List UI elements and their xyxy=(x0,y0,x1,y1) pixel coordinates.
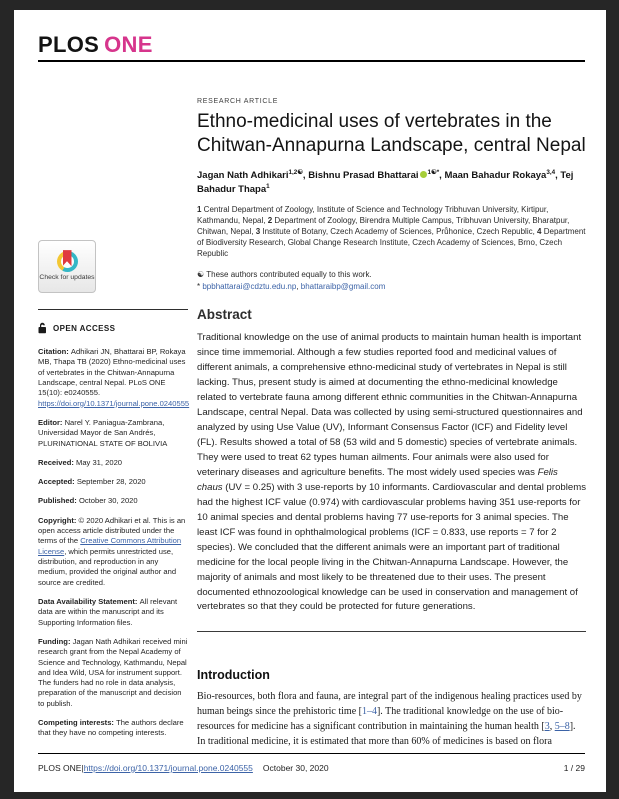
data-availability-block xyxy=(38,597,188,628)
competing-interests-text: The authors declare that they have no competing interests. xyxy=(38,718,184,738)
check-for-updates-badge[interactable] xyxy=(38,240,96,293)
footer-page-number: 1 / 29 xyxy=(563,763,585,773)
data-availability-label: Data Availability Statement: xyxy=(38,596,140,606)
introduction-text: Bio-resources, both flora and fauna, are integral part of the indigenous healing practices used by human beings since the prehistoric time [1–4]. The traditional knowledge on the use of bio-resources for medicine has a significant contribution in maintaining the human health [3, 5–8]. In traditional medicine, it is estimated that more than 60% of medicines is based on flora xyxy=(197,691,582,748)
article-page xyxy=(14,10,606,792)
affiliation-text: Institute of Botany, Czech Academy of Sciences, Průhonice, Czech Republic, xyxy=(260,227,538,237)
copyright-label: Copyright: xyxy=(38,515,79,525)
open-access-row xyxy=(38,322,188,334)
published-label: Published: xyxy=(38,496,79,506)
page-footer xyxy=(38,763,585,773)
affiliation-number: 3 xyxy=(255,227,261,237)
footer-date: October 30, 2020 xyxy=(262,763,329,773)
funding-block xyxy=(38,637,188,709)
author-affiliation-superscript: 1,2☯ xyxy=(288,168,303,176)
footer-journal: PLOS ONE xyxy=(38,763,82,773)
bookmark-icon xyxy=(63,250,72,266)
published-date: October 30, 2020 xyxy=(78,496,138,506)
logo-one: ONE xyxy=(104,32,153,57)
author-list: Jagan Nath Adhikari$^{1,2☯}$, Bishnu Prasad Bhattarai $^{1☯*}$, Maan Bahadur Rokaya$^{3,4}$, Tej Bahadur Thapa$^1$ xyxy=(197,168,574,196)
author-name: Maan Bahadur Rokaya xyxy=(444,169,547,181)
masthead-divider xyxy=(38,60,585,62)
accepted-label: Accepted: xyxy=(38,477,77,487)
footer-separator: | xyxy=(81,763,84,773)
correspondence-emails[interactable]: * bpbhattarai@cdztu.edu.np, bhattaraibp@gmail.com xyxy=(197,282,386,292)
crossmark-icon xyxy=(57,251,78,272)
author-name: Tej Bahadur Thapa xyxy=(197,169,574,196)
open-lock-icon xyxy=(38,322,48,334)
accepted-date: September 28, 2020 xyxy=(76,477,146,487)
affiliation-number: 2 xyxy=(267,216,273,226)
editor-label: Editor: xyxy=(38,417,65,427)
author-affiliation-superscript: 1 xyxy=(266,183,270,191)
received-date: May 31, 2020 xyxy=(76,457,123,467)
logo-plos: PLOS xyxy=(38,32,100,57)
editor-text: Narel Y. Paniagua-Zambrana, Universidad Mayor de San Andrés, PLURINATIONAL STATE OF BOLIVIA xyxy=(38,417,168,448)
funding-label: Funding: xyxy=(38,636,73,646)
orcid-icon[interactable] xyxy=(420,171,427,178)
affiliations xyxy=(197,204,586,259)
published-block xyxy=(38,496,188,506)
author-name: Bishnu Prasad Bhattarai xyxy=(308,169,419,181)
citation-label: Citation: xyxy=(38,347,71,356)
article-title: Ethno-medicinal uses of vertebrates in the Chitwan-Annapurna Landscape, central Nepal xyxy=(197,111,586,157)
affiliation-number: 1 xyxy=(197,205,202,215)
main-column xyxy=(197,98,586,749)
author-name: Jagan Nath Adhikari xyxy=(197,169,289,181)
affiliation-number: 4 xyxy=(537,227,542,237)
affiliation-text: Department of Biodiversity Research, Global Change Research Institute, Czech Academy of Sciences, Brno, Czech Republic xyxy=(197,227,586,259)
footer-divider xyxy=(38,753,585,754)
copyright-block xyxy=(38,516,188,588)
sidebar xyxy=(38,240,188,748)
accepted-block xyxy=(38,477,188,487)
citation-block xyxy=(38,347,188,409)
check-for-updates-label: Check for updates xyxy=(39,274,95,282)
data-availability-text: All relevant data are within the manuscript and its Supporting Information files. xyxy=(38,596,178,627)
received-label: Received: xyxy=(38,457,76,467)
abstract-text: Traditional knowledge on the use of animal products to maintain human health is important since time immemorial. Although a few studies reported food and medicinal values of different animals, a comprehensive ethno-medicinal study of vertebrates in Nepal is still lacking. Thus, present study is aimed at documenting the ethno-medicinal knowledge related to vertebrate fauna among different ethnic communities in the Chitwan-Annapurna Landscape, central Nepal. Data was collected by using semi-structured questionnaires and analyzed by using Use Value (UV), Informant Consensus Factor (ICF) and Fidelity level (FL). Results showed a total of 58 (53 wild and 5 domestic) species of vertebrate animals. They were used to treat 62 types human ailments. Four animals were also used for veterinary diseases and agriculture benefits. The most widely used species was Felis chaus (UV = 0.25) with 3 use-reports by 10 informants. Cardiovascular and dental problems had the highest ICF value (0.974) with cardiovascular problems having 351 use-reports for 10 animal species and dental problems having 77 use-reports for 3 animal species. The least ICF was found in ophthalmological problems (ICF = 0.833, use reports = 7 for 2 species). We concluded that the different animals were an important part of traditional medicine for the local people living in the Chitwan-Annapurna Landscape. However, the majority of animals and most likely to be threatened due to their uses. The present documented ethnozoological knowledge can be used in conservation and management of vertebrates so that they could be protected for future generations. xyxy=(197,332,587,613)
section-divider xyxy=(197,631,586,632)
competing-interests-label: Competing interests: xyxy=(38,718,117,728)
author-affiliation-superscript: 3,4 xyxy=(546,168,556,176)
funding-text: Jagan Nath Adhikari received mini research grant from the Nepal Academy of Science and Technology, Kathmandu, Nepal and Idea Wild, USA for instrument support. The funders had no role in data analysis, preparation of the manuscript and decision to publish. xyxy=(38,636,188,708)
affiliation-text: Department of Zoology, Birendra Multiple Campus, Tribhuvan University, Bharatpur, Chitwan, Nepal, xyxy=(197,216,570,237)
journal-logo xyxy=(38,32,153,58)
equal-contribution-note: ☯ These authors contributed equally to this work. xyxy=(197,270,372,280)
introduction-heading: Introduction xyxy=(197,668,270,683)
editor-block xyxy=(38,418,188,449)
footer-doi-link[interactable]: https://doi.org/10.1371/journal.pone.0240555 xyxy=(83,763,253,773)
citation-text[interactable]: Adhikari JN, Bhattarai BP, Rokaya MB, Thapa TB (2020) Ethno-medicinal uses of vertebrates in the Chitwan-Annapurna Landscape, central Nepal. PLoS ONE 15(10): e0240555. https://doi.org/10.1371/journal.pone.0240555 xyxy=(38,347,190,408)
sidebar-divider xyxy=(38,309,188,310)
copyright-text[interactable]: © 2020 Adhikari et al. This is an open access article distributed under the terms of the Creative Commons Attribution License, which permits unrestricted use, distribution, and reproduction in any medium, provided the original author and source are credited. xyxy=(38,515,186,587)
received-block xyxy=(38,458,188,468)
article-type-kicker: RESEARCH ARTICLE xyxy=(197,98,279,105)
author-affiliation-superscript: 1☯* xyxy=(427,168,440,176)
competing-interests-block xyxy=(38,718,188,739)
affiliation-text: Central Department of Zoology, Institute of Science and Technology Tribhuvan University, Kirtipur, Kathmandu, Nepal, xyxy=(197,205,549,226)
open-access-label: OPEN ACCESS xyxy=(53,323,116,333)
abstract-heading: Abstract xyxy=(197,307,252,323)
